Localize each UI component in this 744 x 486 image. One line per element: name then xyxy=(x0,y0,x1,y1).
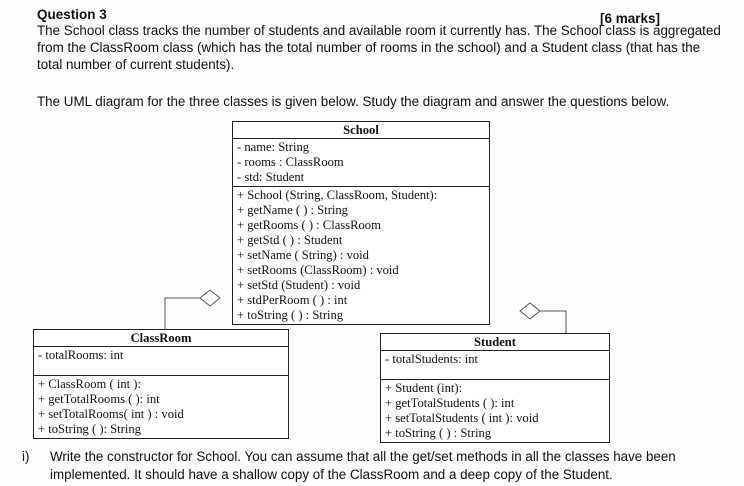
question-title: Question 3 xyxy=(37,7,107,22)
student-connector-line xyxy=(540,311,566,333)
method: + getStd ( ) : Student xyxy=(237,233,343,247)
uml-class-classroom xyxy=(33,329,289,439)
method: + toString ( ) : String xyxy=(385,426,492,440)
attribute: - totalStudents: int xyxy=(385,352,479,366)
uml-class-school xyxy=(232,121,490,325)
method: + getTotalRooms ( ): int xyxy=(38,392,160,406)
methods-section xyxy=(34,376,288,438)
task-label: i) xyxy=(22,449,30,464)
attributes-section xyxy=(381,351,609,380)
intro-line-1: The School class tracks the number of students and available room it currently has. The School class is aggregated xyxy=(37,23,721,38)
method: + setRooms (ClassRoom) : void xyxy=(237,263,399,277)
attribute: - std: Student xyxy=(237,170,305,184)
method: + ClassRoom ( int ): xyxy=(38,377,141,391)
uml-class-student xyxy=(380,333,610,443)
attribute: - rooms : ClassRoom xyxy=(237,155,344,169)
task-line-2: implemented. It should have a shallow copy of the ClassRoom and a deep copy of the Student. xyxy=(50,467,613,482)
attribute: - name: String xyxy=(237,140,310,154)
methods-section xyxy=(381,380,609,442)
method: + School (String, ClassRoom, Student): xyxy=(237,188,438,202)
uml-intro: The UML diagram for the three classes is given below. Study the diagram and answer the questions below. xyxy=(37,94,670,109)
method: + stdPerRoom ( ) : int xyxy=(237,293,348,307)
classroom-connector-line xyxy=(165,298,200,329)
method: + toString ( ): String xyxy=(38,422,141,436)
methods-section xyxy=(233,187,489,324)
intro-line-2: from the ClassRoom class (which has the total number of rooms in the school) and a Student class (that has the xyxy=(37,40,701,55)
method: + getRooms ( ) : ClassRoom xyxy=(237,218,381,232)
method: + setName ( String) : void xyxy=(237,248,369,262)
task-line-1: Write the constructor for School. You can assume that all the get/set methods in all the classes have been xyxy=(50,449,676,464)
aggregation-diamond-icon xyxy=(200,290,220,306)
method: + getTotalStudents ( ): int xyxy=(385,396,515,410)
intro-line-3: total number of current students). xyxy=(37,57,235,72)
class-name: School xyxy=(233,122,489,139)
class-name: ClassRoom xyxy=(34,330,288,347)
aggregation-diamond-icon xyxy=(520,303,540,319)
method: + setTotalRooms( int ) : void xyxy=(38,407,184,421)
attributes-section xyxy=(233,139,489,187)
attribute: - totalRooms: int xyxy=(38,348,124,362)
method: + getName ( ) : String xyxy=(237,203,348,217)
question-marks: [6 marks] xyxy=(600,11,661,26)
method: + Student (int): xyxy=(385,381,463,395)
method: + toString ( ) : String xyxy=(237,308,344,322)
method: + setTotalStudents ( int ): void xyxy=(385,411,539,425)
attributes-section xyxy=(34,347,288,376)
class-name: Student xyxy=(381,334,609,351)
method: + setStd (Student) : void xyxy=(237,278,361,292)
